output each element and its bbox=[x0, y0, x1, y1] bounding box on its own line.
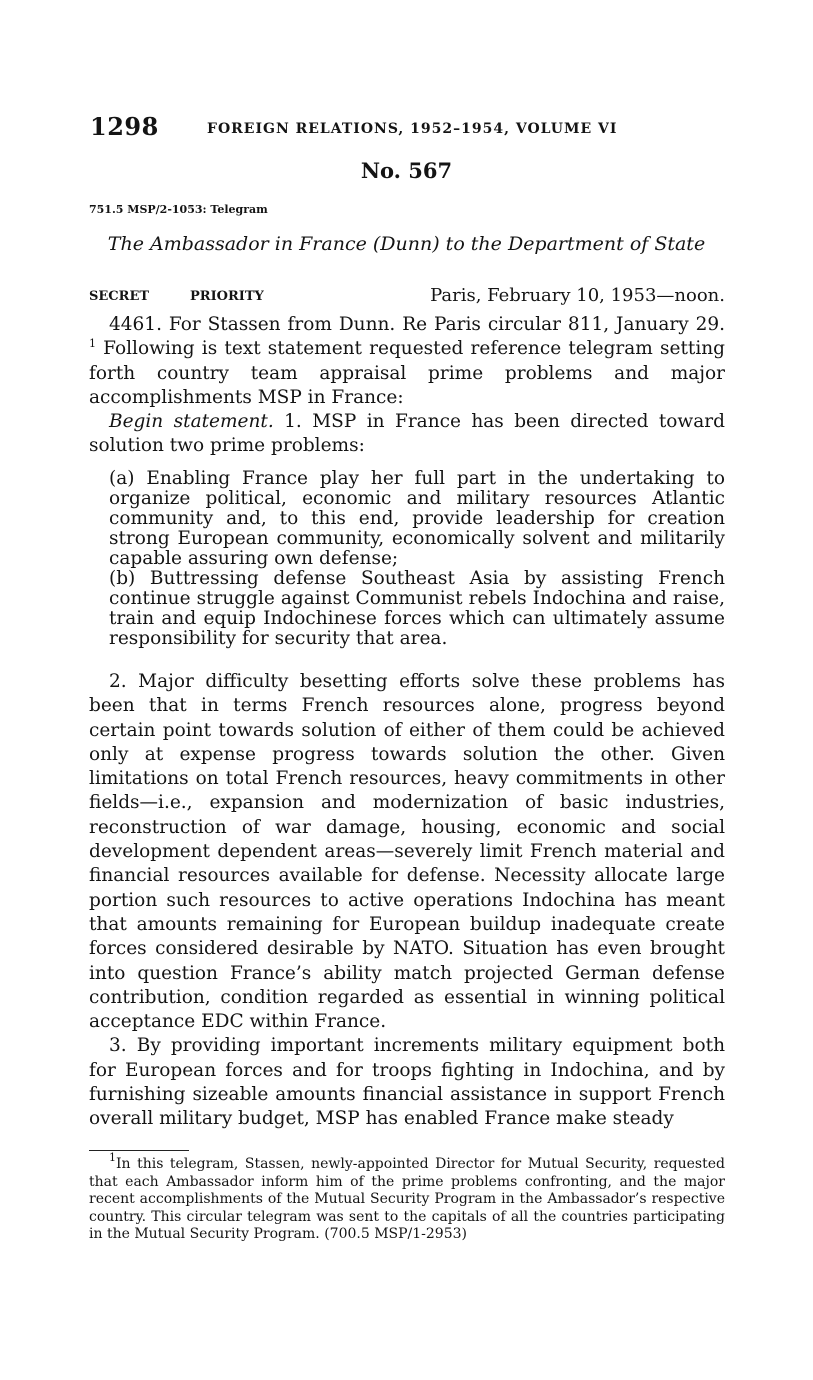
document-number: No. 567 bbox=[360, 158, 453, 183]
file-reference: 751.5 MSP/2-1053: Telegram bbox=[89, 203, 268, 216]
paragraph-3: 3. By providing important increments military equipment both for European forces and for troops fighting in Indochina, and by furnishing sizeable amounts financial assistance in support French overall military budget, MSP has enabled France make steady bbox=[89, 1035, 725, 1130]
list-item-b: (b) Buttressing defense Southeast Asia by assisting French continue struggle against Communist rebels Indochina and raise, train and equip Indochinese forces which can ultimately assume responsibility for security that area. bbox=[109, 568, 725, 649]
statement-body bbox=[89, 670, 725, 1132]
footnote-reference: 1 bbox=[89, 337, 96, 351]
opening-text-a: 4461. For Stassen from Dunn. Re Paris circular 811, January 29. bbox=[109, 314, 725, 335]
opening-text-b: Following is text statement requested reference telegram setting forth country team appraisal prime problems and major accomplishments MSP in France: bbox=[89, 338, 725, 408]
running-head: FOREIGN RELATIONS, 1952–1954, VOLUME VI bbox=[207, 121, 618, 137]
prime-problems-list bbox=[89, 469, 725, 649]
dateline: Paris, February 10, 1953—noon. bbox=[430, 285, 725, 306]
precedence-label: PRIORITY bbox=[190, 289, 264, 304]
begin-statement-label: Begin statement. bbox=[109, 411, 274, 433]
footnote-text: In this telegram, Stassen, newly-appointed Director for Mutual Security, requested that each Ambassador inform him of the prime problems confronting, and the major recent accomplishments of the Mutual Security Program in the Ambassador’s respective country. This circular telegram was sent to the capitals of all the countries participating in the Mutual Security Program. (700.5 MSP/1-2953) bbox=[89, 1156, 725, 1243]
footnote-marker: 1 bbox=[109, 1151, 116, 1164]
paragraph-1-text: 1. MSP in France has been directed toward solution two prime problems: bbox=[89, 411, 725, 457]
footnote bbox=[89, 1151, 725, 1244]
list-item-a: (a) Enabling France play her full part in the undertaking to organize political, economic and military resources Atlantic community and, to this end, provide leadership for creation strong European community, economically solvent and militarily capable assuring own defense; bbox=[109, 468, 725, 569]
statement-paragraph-1 bbox=[89, 410, 725, 459]
opening-paragraph bbox=[89, 313, 725, 410]
page-number: 1298 bbox=[90, 112, 159, 141]
classification-line bbox=[89, 285, 725, 311]
paragraph-2: 2. Major difficulty besetting efforts solve these problems has been that in terms French resources alone, progress beyond certain point towards solution of either of them could be achieved only at expense progress towards solution the other. Given limitations on total French resources, heavy commitments in other fields—i.e., expansion and modernization of basic industries, reconstruction of war damage, housing, economic and social development dependent areas—severely limit French material and financial resources available for defense. Necessity allocate large portion such resources to active operations Indochina has meant that amounts remaining for European buildup inadequate create forces considered desirable by NATO. Situation has even brought into question France’s ability match projected German defense contribution, condition regarded as essential in winning political acceptance EDC within France. bbox=[89, 671, 725, 1033]
footnote-rule bbox=[89, 1150, 189, 1151]
document-title: The Ambassador in France (Dunn) to the Department of State bbox=[107, 233, 706, 255]
classification-label: SECRET bbox=[89, 289, 150, 304]
telegram-opening bbox=[89, 313, 725, 459]
